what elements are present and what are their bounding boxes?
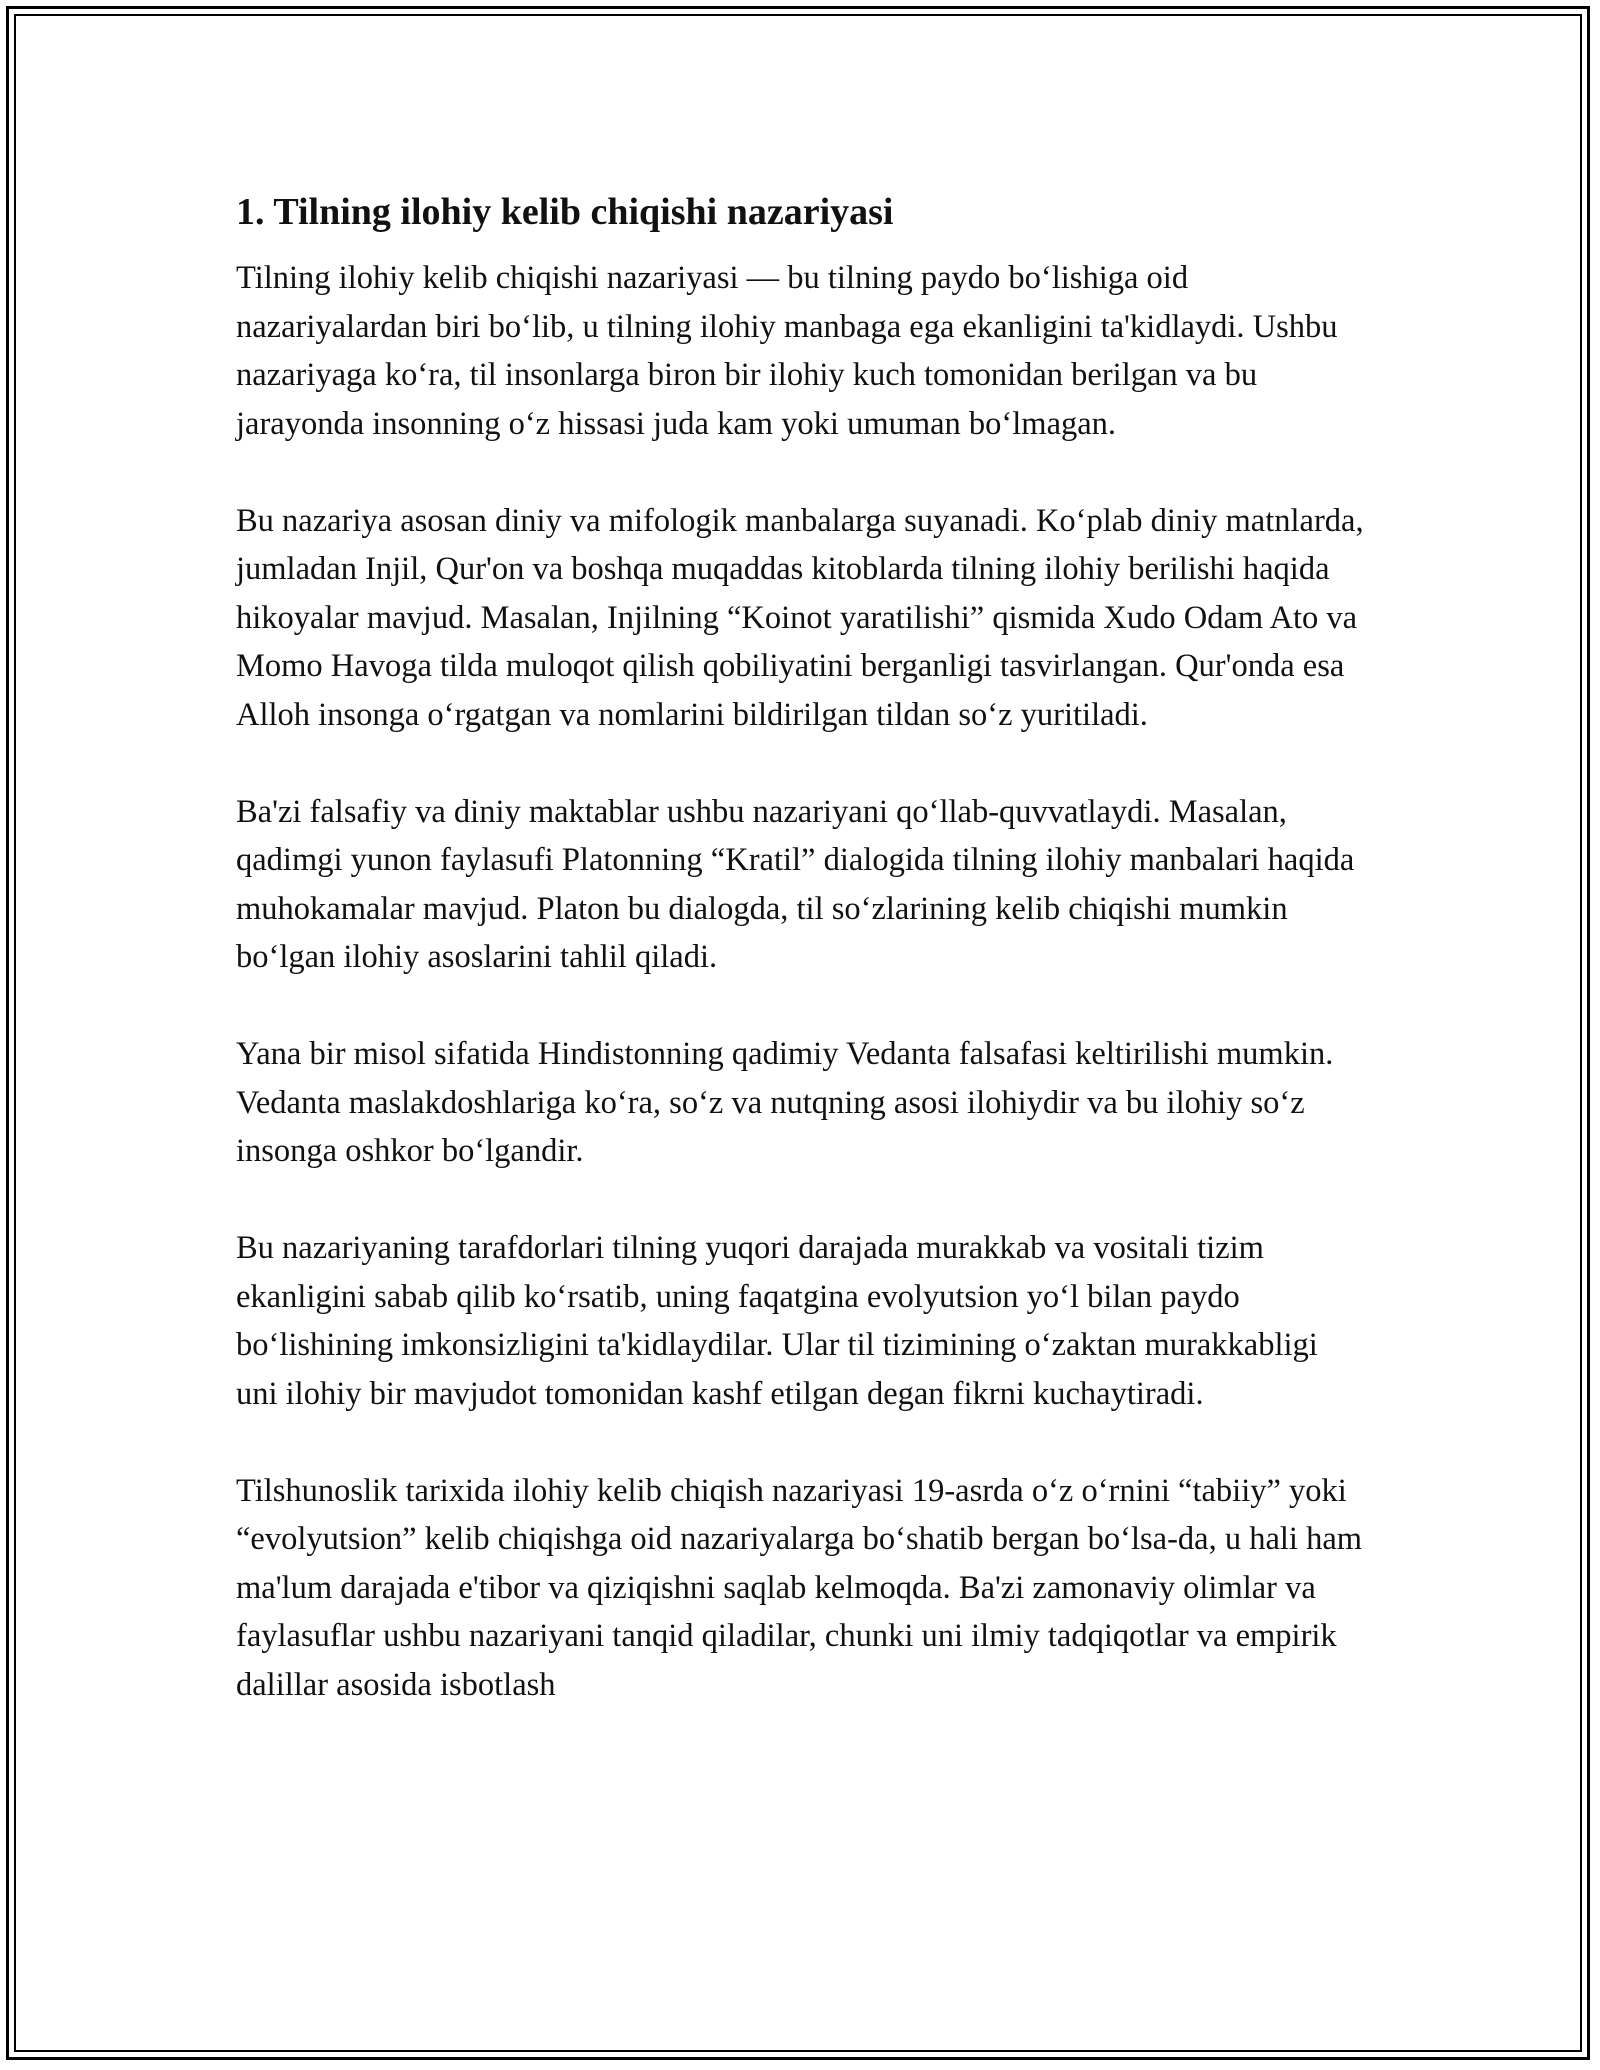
paragraph-2: Bu nazariya asosan diniy va mifologik manbalarga suyanadi. Ko‘plab diniy matnlarda, jumladan Injil, Qur'on va boshqa muqaddas kitoblarda tilning ilohiy berilishi haqida hikoyalar mavjud. Masalan, Injilning “Koinot yaratilishi” qismida Xudo Odam Ato va Momo Havoga tilda muloqot qilish qobiliyatini berganligi tasvirlangan. Qur'onda esa Alloh insonga o‘rgatgan va nomlarini bildirilgan tildan so‘z yuritiladi. bbox=[236, 502, 1364, 733]
paragraph-1: Tilning ilohiy kelib chiqishi nazariyasi — bu tilning paydo bo‘lishiga oid nazariyalardan biri bo‘lib, u tilning ilohiy manbaga ega ekanligini ta'kidlaydi. Ushbu nazariyaga ko‘ra, til insonlarga biron bir ilohiy kuch tomonidan berilgan va bu jarayonda insonning o‘z hissasi juda kam yoki umuman bo‘lmagan. bbox=[236, 260, 1338, 442]
paragraph-4: Yana bir misol sifatida Hindistonning qadimiy Vedanta falsafasi keltirilishi mumkin. Vedanta maslakdoshlariga ko‘ra, so‘z va nutqning asosi ilohiydir va bu ilohiy so‘z insonga oshkor bo‘lgandir. bbox=[236, 1036, 1334, 1169]
paragraph-6: Tilshunoslik tarixida ilohiy kelib chiqish nazariyasi 19-asrda o‘z o‘rnini “tabiiy” yoki “evolyutsion” kelib chiqishga oid nazariyalarga bo‘shatib bergan bo‘lsa-da, u hali ham ma'lum darajada e'tibor va qiziqishni saqlab kelmoqda. Ba'zi zamonaviy olimlar va faylasuflar ushbu nazariyani tanqid qiladilar, chunki uni ilmiy tadqiqotlar va empirik dalillar asosida isbotlash bbox=[236, 1472, 1363, 1703]
page-content bbox=[236, 186, 1366, 1709]
paragraph-3: Ba'zi falsafiy va diniy maktablar ushbu nazariyani qo‘llab-quvvatlaydi. Masalan, qadimgi yunon faylasufi Platonning “Kratil” dialogida tilning ilohiy manbalari haqida muhokamalar mavjud. Platon bu dialogda, til so‘zlarining kelib chiqishi mumkin bo‘lgan ilohiy asoslarini tahlil qiladi. bbox=[236, 793, 1355, 975]
page-title: 1. Tilning ilohiy kelib chiqishi nazariyasi bbox=[236, 191, 894, 233]
paragraph-5: Bu nazariyaning tarafdorlari tilning yuqori darajada murakkab va vositali tizim ekanligini sabab qilib ko‘rsatib, uning faqatgina evolyutsion yo‘l bilan paydo bo‘lishining imkonsizligini ta'kidlaydilar. Ular til tizimining o‘zaktan murakkabligi uni ilohiy bir mavjudot tomonidan kashf etilgan degan fikrni kuchaytiradi. bbox=[236, 1230, 1318, 1412]
